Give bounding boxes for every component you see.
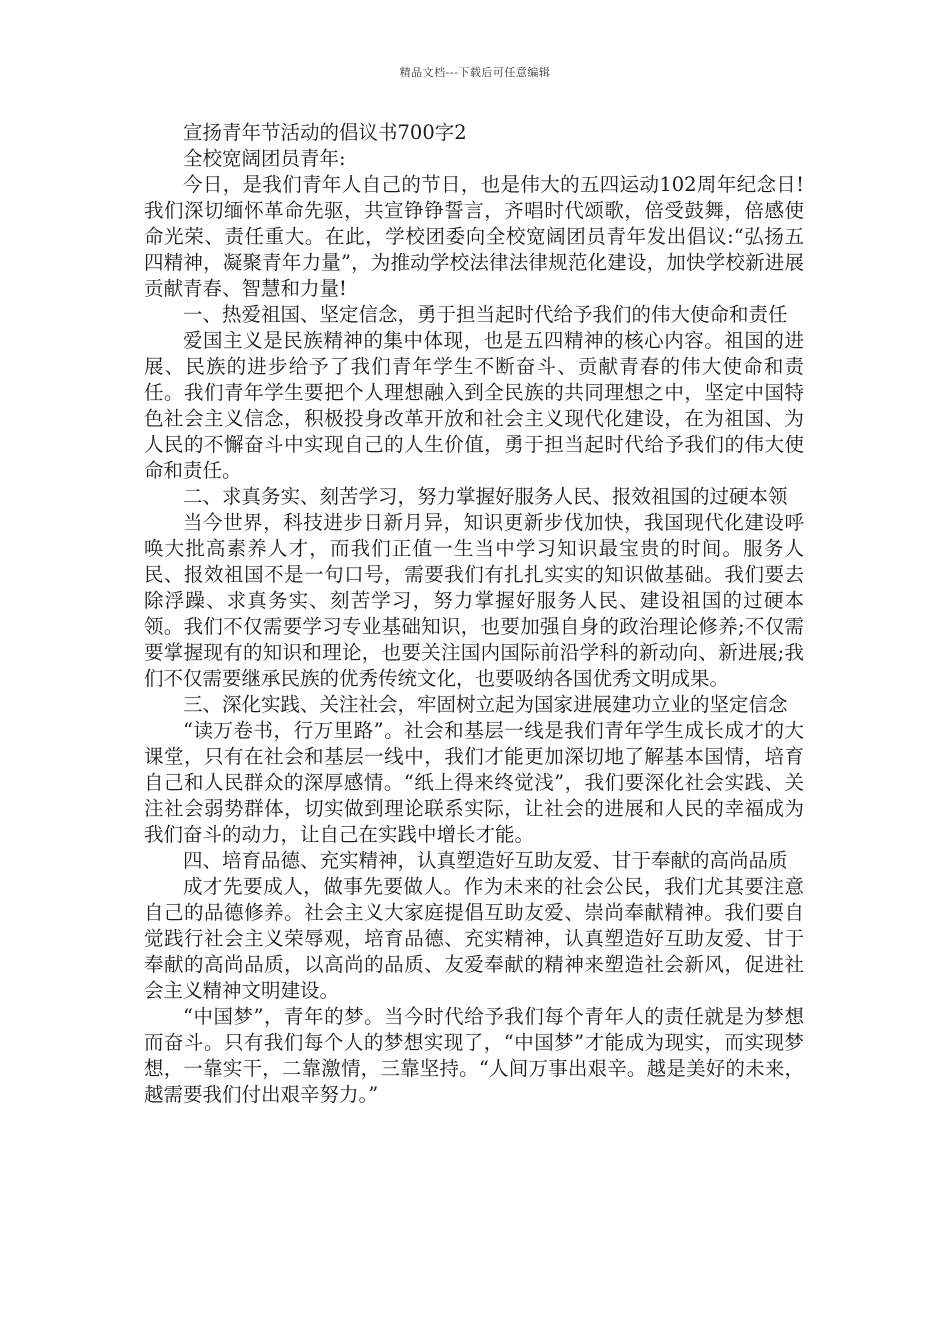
salutation: 全校宽阔团员青年: — [183, 147, 346, 170]
paragraph-intro: 今日，是我们青年人自己的节日，也是伟大的五四运动102周年纪念日!我们深切缅怀革命先驱，共宣铮铮誓言，齐唱时代颂歌，倍受鼓舞，倍感使命光荣、责任重大。在此，学校团委向全校宽阔团员青年发出倡议:“弘扬五四精神，凝聚青年力量”，为推动学校法律法律规范化建设，加快学校新进展贡献青春、智慧和力量! — [144, 173, 804, 300]
section-heading-2: 二、求真务实、刻苦学习，努力掌握好服务人民、报效祖国的过硬本领 — [183, 485, 788, 508]
paragraph-section-3: “读万卷书，行万里路”。社会和基层一线是我们青年学生成长成才的大课堂，只有在社会和基层一线中，我们才能更加深切地了解基本国情，培育自己和人民群众的深厚感情。“纸上得来终觉浅”，我们要深化社会实践、关注社会弱势群体，切实做到理论联系实际，让社会的进展和人民的幸福成为我们奋斗的动力，让自己在实践中增长才能。 — [144, 719, 804, 846]
paragraph-section-4: 成才先要成人，做事先要做人。作为未来的社会公民，我们尤其要注意自己的品德修养。社会主义大家庭提倡互助友爱、崇尚奉献精神。我们要自觉践行社会主义荣辱观，培育品德、充实精神，认真塑造好互助友爱、甘于奉献的高尚品质，以高尚的品质、友爱奉献的精神来塑造社会新风，促进社会主义精神文明建设。 — [144, 875, 804, 1002]
paragraph-closing: “中国梦”，青年的梦。当今时代给予我们每个青年人的责任就是为梦想而奋斗。只有我们每个人的梦想实现了，“中国梦”才能成为现实，而实现梦想，一靠实干，二靠激情，三靠坚持。“人间万事出艰辛。越是美好的未来，越需要我们付出艰辛努力。” — [144, 1005, 804, 1106]
document-body — [144, 120, 804, 1108]
page-header: 精品文档---下载后可任意编辑 — [399, 66, 551, 79]
paragraph-section-1: 爱国主义是民族精神的集中体现，也是五四精神的核心内容。祖国的进展、民族的进步给予了我们青年学生不断奋斗、贡献青春的伟大使命和责任。我们青年学生要把个人理想融入到全民族的共同理想之中，坚定中国特色社会主义信念，积极投身改革开放和社会主义现代化建设，在为祖国、为人民的不懈奋斗中实现自己的人生价值，勇于担当起时代给予我们的伟大使命和责任。 — [144, 329, 804, 482]
section-heading-3: 三、深化实践、关注社会，牢固树立起为国家进展建功立业的坚定信念 — [183, 693, 788, 716]
paragraph-section-2: 当今世界，科技进步日新月异，知识更新步伐加快，我国现代化建设呼唤大批高素养人才，而我们正值一生当中学习知识最宝贵的时间。服务人民、报效祖国不是一句口号，需要我们有扎扎实实的知识做基础。我们要去除浮躁、求真务实、刻苦学习，努力掌握好服务人民、建设祖国的过硬本领。我们不仅需要学习专业基础知识，也要加强自身的政治理论修养;不仅需要掌握现有的知识和理论，也要关注国内国际前沿学科的新动向、新进展;我们不仅需要继承民族的优秀传统文化，也要吸纳各国优秀文明成果。 — [144, 511, 804, 690]
section-heading-1: 一、热爱祖国、坚定信念，勇于担当起时代给予我们的伟大使命和责任 — [183, 303, 788, 326]
section-heading-4: 四、培育品德、充实精神，认真塑造好互助友爱、甘于奉献的高尚品质 — [183, 849, 788, 872]
document-title: 宣扬青年节活动的倡议书700字2 — [183, 121, 467, 144]
